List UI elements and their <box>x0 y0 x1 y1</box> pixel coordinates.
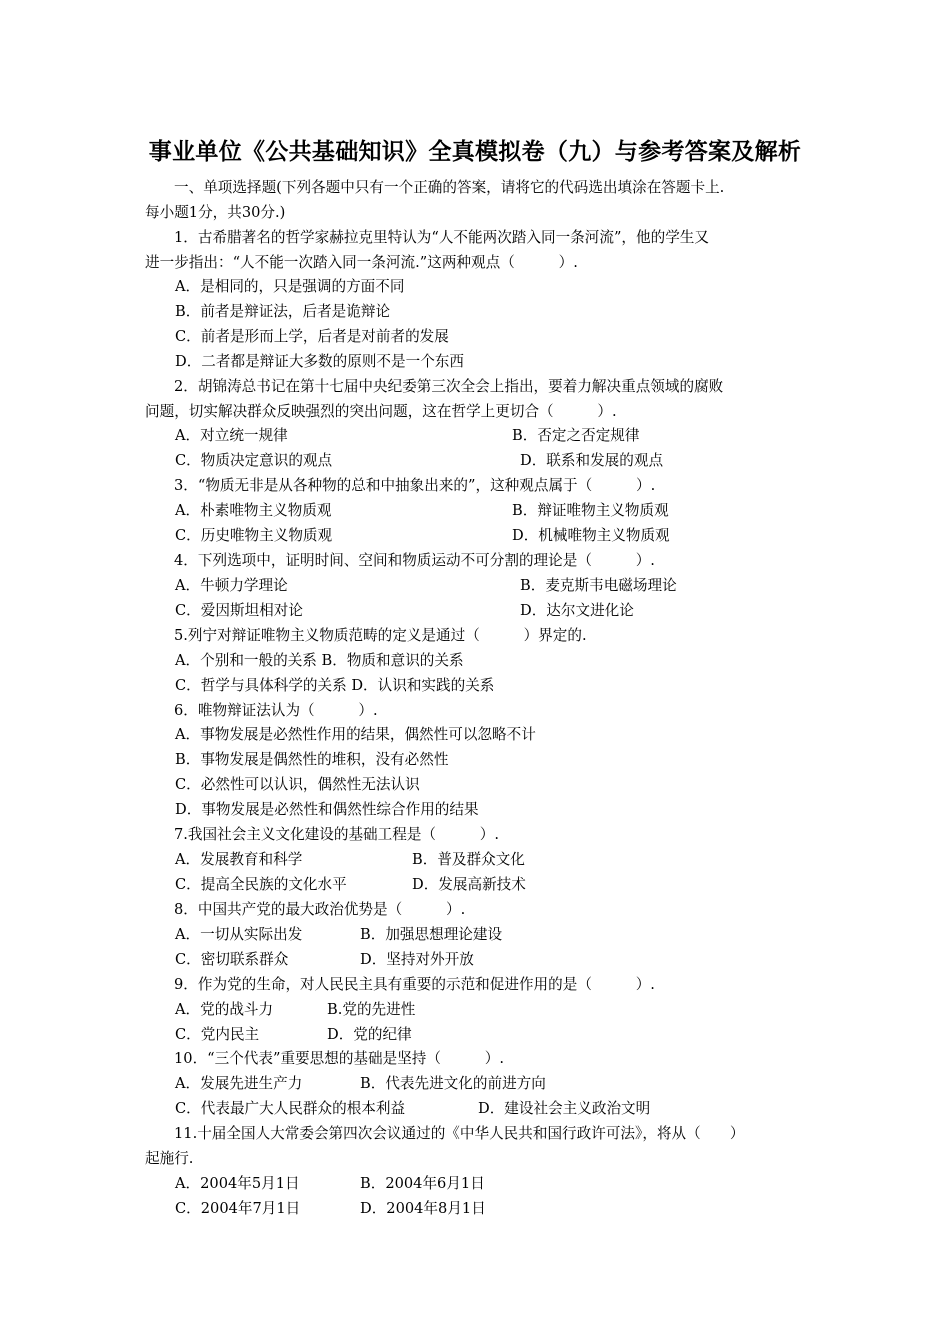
question-2-option-b: B．否定之否定规律 <box>512 427 640 444</box>
question-6-stem: 6．唯物辩证法认为（ ）. <box>174 702 378 719</box>
document-title: 事业单位《公共基础知识》全真模拟卷（九）与参考答案及解析 <box>148 139 802 165</box>
question-1-stem-cont: 进一步指出：“人不能一次踏入同一条河流.”这两种观点（ ）. <box>145 254 578 271</box>
question-8-option-d: D．坚持对外开放 <box>360 951 474 968</box>
question-2-option-a: A．对立统一规律 <box>175 427 288 444</box>
question-2-stem: 2．胡锦涛总书记在第十七届中央纪委第三次全会上指出，要着力解决重点领域的腐败 <box>174 378 724 395</box>
question-8-option-c: C．密切联系群众 <box>175 951 289 968</box>
question-4-option-d: D．达尔文进化论 <box>520 602 634 619</box>
question-7-option-b: B．普及群众文化 <box>412 851 525 868</box>
section-intro-line-2: 每小题1分，共30分.) <box>145 204 286 221</box>
question-5-options-ab: A．个别和一般的关系 B．物质和意识的关系 <box>175 652 464 669</box>
question-11-option-d: D．2004年8月1日 <box>360 1200 486 1217</box>
question-1-option-d: D．二者都是辩证大多数的原则不是一个东西 <box>175 353 464 370</box>
question-7-option-c: C．提高全民族的文化水平 <box>175 876 347 893</box>
question-7-option-d: D．发展高新技术 <box>412 876 526 893</box>
question-3-stem: 3．“物质无非是从各种物的总和中抽象出来的”，这种观点属于（ ）. <box>174 477 656 494</box>
question-4-option-b: B．麦克斯韦电磁场理论 <box>520 577 677 594</box>
question-3-option-a: A．朴素唯物主义物质观 <box>175 502 332 519</box>
question-9-option-b: B.党的先进性 <box>327 1001 416 1018</box>
question-3-option-d: D．机械唯物主义物质观 <box>512 527 670 544</box>
question-10-stem: 10．“三个代表”重要思想的基础是坚持（ ）. <box>174 1050 505 1067</box>
question-8-stem: 8．中国共产党的最大政治优势是（ ）. <box>174 901 466 918</box>
question-2-stem-cont: 问题，切实解决群众反映强烈的突出问题，这在哲学上更切合（ ）. <box>145 403 617 420</box>
question-3-option-b: B．辩证唯物主义物质观 <box>512 502 669 519</box>
question-5-options-cd: C．哲学与具体科学的关系 D．认识和实践的关系 <box>175 677 495 694</box>
question-1-stem: 1．古希腊著名的哲学家赫拉克里特认为“人不能两次踏入同一条河流”，他的学生又 <box>174 229 709 246</box>
question-7-option-a: A．发展教育和科学 <box>175 851 303 868</box>
question-1-option-b: B．前者是辩证法，后者是诡辩论 <box>175 303 391 320</box>
question-2-option-d: D．联系和发展的观点 <box>520 452 664 469</box>
question-1-option-c: C．前者是形而上学，后者是对前者的发展 <box>175 328 449 345</box>
question-3-option-c: C．历史唯物主义物质观 <box>175 527 333 544</box>
question-4-stem: 4．下列选项中，证明时间、空间和物质运动不可分割的理论是（ ）. <box>174 552 655 569</box>
question-9-option-a: A．党的战斗力 <box>175 1001 274 1018</box>
question-10-option-a: A．发展先进生产力 <box>175 1075 303 1092</box>
question-2-option-c: C．物质决定意识的观点 <box>175 452 333 469</box>
question-8-option-a: A．一切从实际出发 <box>175 926 303 943</box>
question-9-option-c: C．党内民主 <box>175 1026 260 1043</box>
question-6-option-a: A．事物发展是必然性作用的结果，偶然性可以忽略不计 <box>175 726 536 743</box>
question-6-option-d: D．事物发展是必然性和偶然性综合作用的结果 <box>175 801 479 818</box>
question-10-option-b: B．代表先进文化的前进方向 <box>360 1075 546 1092</box>
question-10-option-d: D．建设社会主义政治文明 <box>478 1100 651 1117</box>
question-7-stem: 7.我国社会主义文化建设的基础工程是（ ）. <box>174 826 500 843</box>
question-5-stem: 5.列宁对辩证唯物主义物质范畴的定义是通过（ ）界定的. <box>174 627 587 644</box>
question-4-option-a: A．牛顿力学理论 <box>175 577 288 594</box>
question-11-option-b: B．2004年6月1日 <box>360 1175 485 1192</box>
question-8-option-b: B．加强思想理论建设 <box>360 926 503 943</box>
question-1-option-a: A．是相同的，只是强调的方面不同 <box>175 278 405 295</box>
question-9-stem: 9．作为党的生命，对人民民主具有重要的示范和促进作用的是（ ）. <box>174 976 655 993</box>
question-11-stem: 11.十届全国人大常委会第四次会议通过的《中华人民共和国行政许可法》，将从（ ） <box>174 1125 745 1142</box>
question-11-stem-cont: 起施行. <box>145 1150 194 1167</box>
question-11-option-c: C．2004年7月1日 <box>175 1200 301 1217</box>
question-6-option-c: C．必然性可以认识，偶然性无法认识 <box>175 776 420 793</box>
question-9-option-d: D．党的纪律 <box>327 1026 412 1043</box>
section-intro-line-1: 一、单项选择题(下列各题中只有一个正确的答案，请将它的代码选出填涂在答题卡上. <box>174 179 725 196</box>
question-11-option-a: A．2004年5月1日 <box>175 1175 300 1192</box>
question-10-option-c: C．代表最广大人民群众的根本利益 <box>175 1100 406 1117</box>
question-4-option-c: C．爱因斯坦相对论 <box>175 602 303 619</box>
question-6-option-b: B．事物发展是偶然性的堆积，没有必然性 <box>175 751 449 768</box>
